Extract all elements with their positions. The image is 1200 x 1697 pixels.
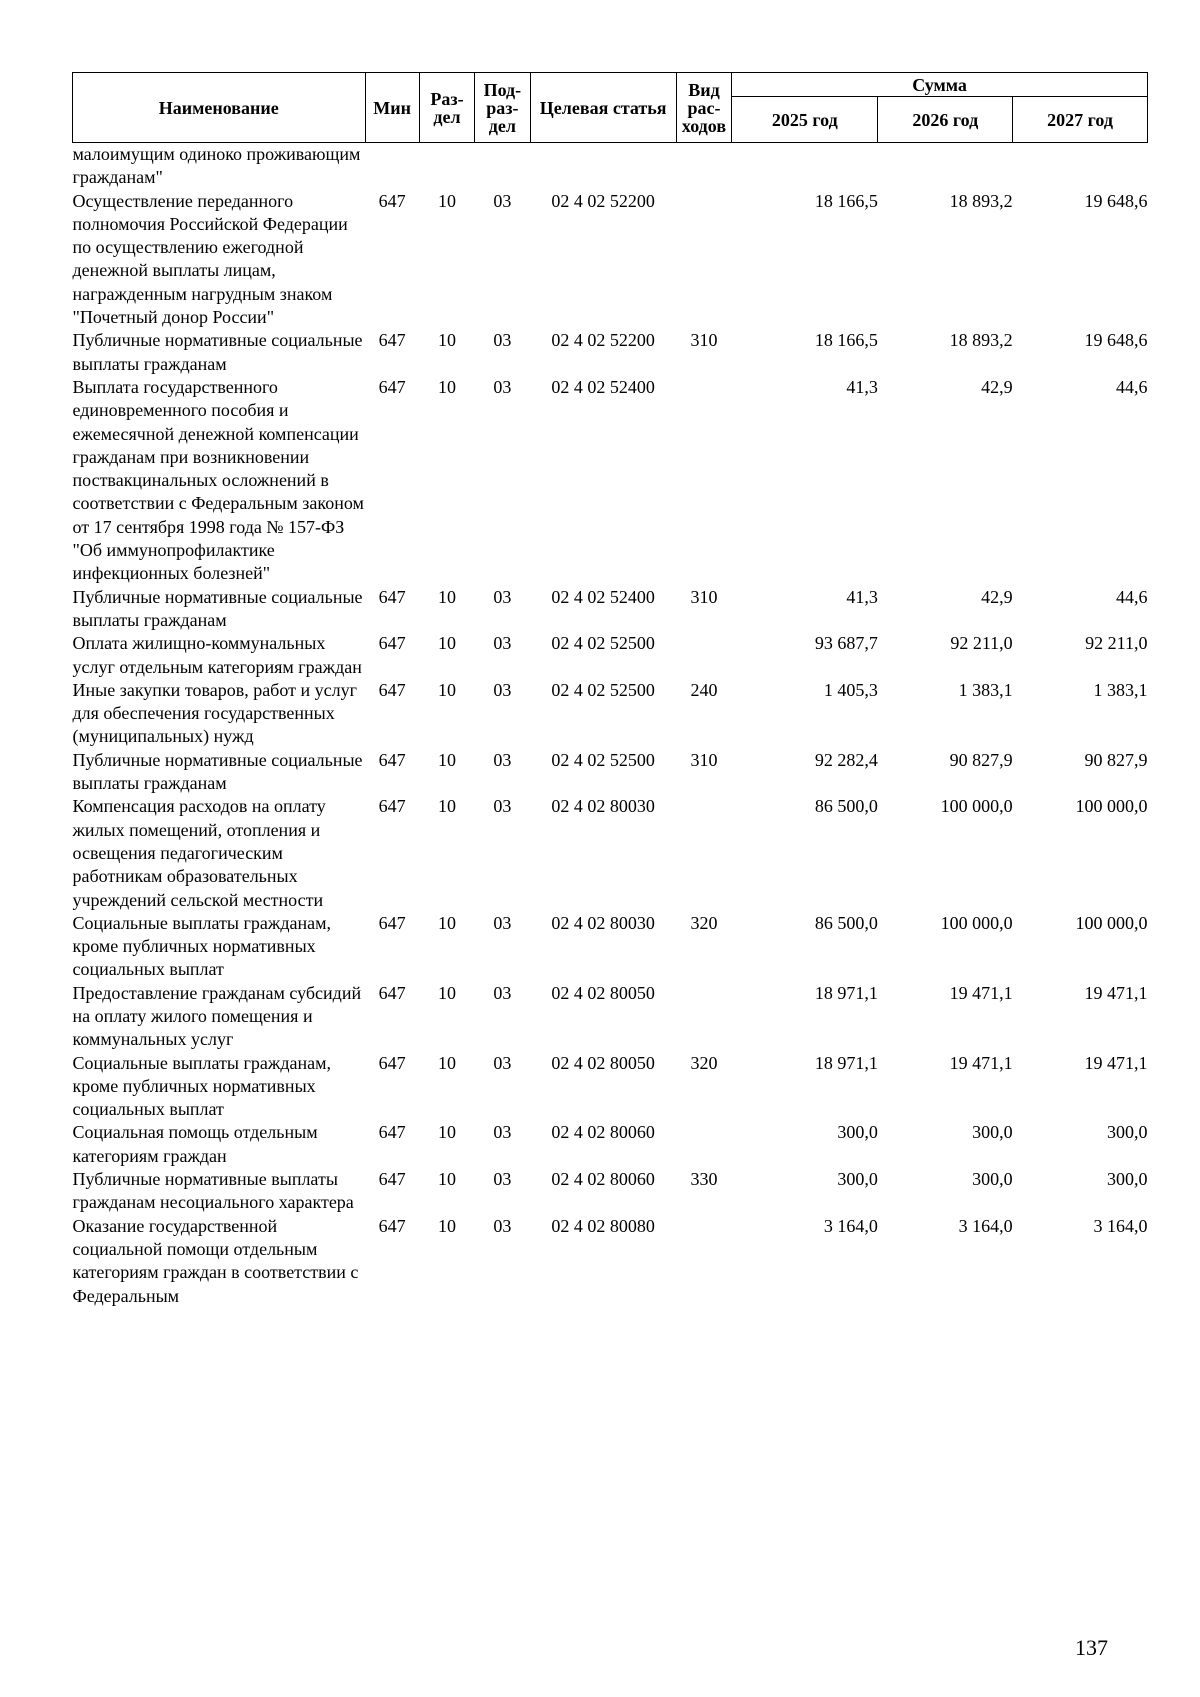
row-amount-2025 — [732, 143, 878, 190]
row-name: Предоставление гражданам субсидий на оплату жилого помещения и коммунальных услуг — [72, 982, 362, 1050]
table-row — [73, 376, 1148, 586]
row-amount-2026 — [878, 143, 1013, 190]
row-amount-2026: 300,0 — [972, 1169, 1013, 1190]
table-row — [73, 795, 1148, 911]
row-podrazdel: 03 — [493, 796, 512, 817]
header-min: Мин — [365, 73, 419, 143]
header-summa: Сумма — [732, 73, 1148, 97]
row-podrazdel: 03 — [493, 330, 512, 351]
row-expense-type — [676, 982, 731, 1052]
row-amount-2025: 41,3 — [846, 376, 878, 397]
row-amount-2026: 19 471,1 — [949, 1052, 1013, 1073]
row-name: Осуществление переданного полномочия Российской Федерации по осуществлению ежегодной денежной выплаты лицам, награжденным нагрудным знаком "Почетный донор России" — [72, 190, 348, 328]
table-row — [73, 586, 1148, 633]
row-amount-2027: 19 648,6 — [1084, 190, 1148, 211]
row-min: 647 — [378, 912, 406, 933]
row-name: Публичные нормативные социальные выплаты гражданам — [72, 330, 363, 374]
row-min: 647 — [378, 679, 406, 700]
row-amount-2025: 86 500,0 — [814, 796, 878, 817]
row-name: Публичные нормативные выплаты гражданам несоциального характера — [72, 1169, 354, 1213]
row-podrazdel: 03 — [493, 376, 512, 397]
row-target-article: 02 4 02 80050 — [551, 982, 655, 1003]
table-row — [73, 1168, 1148, 1215]
table-row — [73, 982, 1148, 1052]
row-name: Социальные выплаты гражданам, кроме публичных нормативных социальных выплат — [72, 912, 331, 980]
row-amount-2025: 300,0 — [837, 1122, 878, 1143]
row-razdel — [419, 143, 474, 190]
row-amount-2026: 19 471,1 — [949, 982, 1013, 1003]
row-amount-2025: 18 166,5 — [814, 190, 878, 211]
row-expense-type — [676, 376, 731, 586]
header-name: Наименование — [73, 73, 366, 143]
row-target-article: 02 4 02 80080 — [551, 1215, 655, 1236]
table-row — [73, 912, 1148, 982]
row-podrazdel — [475, 143, 530, 190]
row-expense-type: 310 — [690, 749, 718, 770]
row-amount-2027: 3 164,0 — [1093, 1215, 1148, 1236]
table-row — [73, 1215, 1148, 1308]
row-amount-2026: 100 000,0 — [940, 796, 1013, 817]
row-amount-2027: 1 383,1 — [1093, 679, 1148, 700]
row-min: 647 — [378, 190, 406, 211]
budget-table — [72, 72, 1148, 1308]
page-number: 137 — [1075, 1635, 1108, 1660]
row-amount-2025: 41,3 — [846, 586, 878, 607]
table-row — [73, 190, 1148, 330]
row-amount-2027: 19 471,1 — [1084, 982, 1148, 1003]
row-amount-2026: 18 893,2 — [949, 190, 1013, 211]
row-amount-2025: 1 405,3 — [823, 679, 878, 700]
row-target-article: 02 4 02 52200 — [551, 190, 655, 211]
row-expense-type — [676, 632, 731, 679]
row-amount-2027: 44,6 — [1116, 376, 1148, 397]
row-expense-type — [676, 143, 731, 190]
row-expense-type: 310 — [690, 330, 718, 351]
row-name: Иные закупки товаров, работ и услуг для обеспечения государственных (муниципальных) нужд — [72, 679, 357, 747]
row-target-article: 02 4 02 80030 — [551, 912, 655, 933]
row-min: 647 — [378, 330, 406, 351]
row-amount-2027: 19 471,1 — [1084, 1052, 1148, 1073]
row-razdel: 10 — [438, 190, 456, 211]
row-podrazdel: 03 — [493, 982, 512, 1003]
row-razdel: 10 — [438, 1052, 456, 1073]
row-podrazdel: 03 — [493, 679, 512, 700]
row-expense-type — [676, 1215, 731, 1308]
row-razdel: 10 — [438, 749, 456, 770]
row-amount-2026: 42,9 — [981, 376, 1013, 397]
row-amount-2026: 1 383,1 — [958, 679, 1013, 700]
row-amount-2025: 3 164,0 — [823, 1215, 878, 1236]
table-row — [73, 749, 1148, 796]
row-podrazdel: 03 — [493, 1122, 512, 1143]
row-target-article: 02 4 02 52400 — [551, 586, 655, 607]
row-amount-2026: 100 000,0 — [940, 912, 1013, 933]
row-amount-2027 — [1013, 143, 1148, 190]
header-2027: 2027 год — [1013, 97, 1148, 143]
row-razdel: 10 — [438, 376, 456, 397]
row-amount-2027: 44,6 — [1116, 586, 1148, 607]
row-name: малоимущим одиноко проживающим гражданам" — [72, 144, 361, 188]
row-min: 647 — [378, 1052, 406, 1073]
row-razdel: 10 — [438, 1215, 456, 1236]
table-row — [73, 143, 1148, 190]
row-podrazdel: 03 — [493, 1215, 512, 1236]
row-expense-type: 240 — [690, 679, 718, 700]
row-podrazdel: 03 — [493, 190, 512, 211]
row-amount-2027: 92 211,0 — [1085, 633, 1148, 654]
row-min: 647 — [378, 376, 406, 397]
table-row — [73, 1121, 1148, 1168]
row-podrazdel: 03 — [493, 1052, 512, 1073]
row-min: 647 — [378, 1215, 406, 1236]
row-amount-2027: 90 827,9 — [1084, 749, 1148, 770]
row-min: 647 — [378, 1169, 406, 1190]
row-amount-2025: 18 971,1 — [814, 982, 878, 1003]
header-2025: 2025 год — [732, 97, 878, 143]
row-razdel: 10 — [438, 633, 456, 654]
row-razdel: 10 — [438, 796, 456, 817]
row-amount-2025: 18 971,1 — [814, 1052, 878, 1073]
row-razdel: 10 — [438, 679, 456, 700]
table-row — [73, 632, 1148, 679]
row-min: 647 — [378, 749, 406, 770]
row-amount-2027: 300,0 — [1107, 1169, 1148, 1190]
row-name: Социальные выплаты гражданам, кроме публичных нормативных социальных выплат — [72, 1052, 331, 1120]
row-podrazdel: 03 — [493, 633, 512, 654]
row-name: Выплата государственного единовременного пособия и ежемесячной денежной компенсации гражданам при возникновении поствакцинальных осложнений в соответствии с Федеральным законом от 17 сентября 1998 года № 157-ФЗ "Об иммунопрофилактике инфекционных болезней" — [72, 376, 364, 584]
row-target-article — [530, 143, 676, 190]
row-amount-2025: 300,0 — [837, 1169, 878, 1190]
row-name: Публичные нормативные социальные выплаты гражданам — [72, 586, 363, 630]
header-vid: Вид рас-ходов — [676, 73, 731, 143]
row-target-article: 02 4 02 80050 — [551, 1052, 655, 1073]
row-razdel: 10 — [438, 1122, 456, 1143]
row-amount-2027: 19 648,6 — [1084, 330, 1148, 351]
row-target-article: 02 4 02 80060 — [551, 1122, 655, 1143]
row-target-article: 02 4 02 52500 — [551, 633, 655, 654]
row-min — [365, 143, 419, 190]
row-podrazdel: 03 — [493, 912, 512, 933]
row-expense-type: 320 — [690, 912, 718, 933]
row-podrazdel: 03 — [493, 749, 512, 770]
row-expense-type — [676, 1121, 731, 1168]
row-name: Социальная помощь отдельным категориям граждан — [72, 1122, 318, 1166]
row-expense-type: 330 — [690, 1169, 718, 1190]
row-amount-2027: 300,0 — [1107, 1122, 1148, 1143]
row-amount-2025: 86 500,0 — [814, 912, 878, 933]
row-razdel: 10 — [438, 1169, 456, 1190]
row-amount-2026: 92 211,0 — [950, 633, 1013, 654]
row-target-article: 02 4 02 52200 — [551, 330, 655, 351]
row-amount-2026: 18 893,2 — [949, 330, 1013, 351]
table-row — [73, 329, 1148, 376]
row-amount-2025: 93 687,7 — [814, 633, 878, 654]
row-target-article: 02 4 02 80030 — [551, 796, 655, 817]
row-amount-2025: 92 282,4 — [814, 749, 878, 770]
table-body — [73, 143, 1148, 1308]
row-amount-2026: 90 827,9 — [949, 749, 1013, 770]
row-expense-type — [676, 795, 731, 911]
row-target-article: 02 4 02 80060 — [551, 1169, 655, 1190]
row-amount-2027: 100 000,0 — [1075, 796, 1148, 817]
header-podrazdel: Под-раз-дел — [475, 73, 530, 143]
row-min: 647 — [378, 1122, 406, 1143]
row-amount-2025: 18 166,5 — [814, 330, 878, 351]
row-expense-type: 320 — [690, 1052, 718, 1073]
row-target-article: 02 4 02 52400 — [551, 376, 655, 397]
row-razdel: 10 — [438, 330, 456, 351]
row-min: 647 — [378, 586, 406, 607]
row-razdel: 10 — [438, 982, 456, 1003]
row-razdel: 10 — [438, 912, 456, 933]
row-name: Компенсация расходов на оплату жилых помещений, отопления и освещения педагогическим работникам образовательных учреждений сельской местности — [72, 796, 326, 910]
row-amount-2026: 3 164,0 — [958, 1215, 1013, 1236]
header-razdel: Раз-дел — [419, 73, 474, 143]
row-name: Оплата жилищно-коммунальных услуг отдельным категориям граждан — [72, 633, 362, 677]
row-name: Публичные нормативные социальные выплаты гражданам — [72, 749, 363, 794]
row-name: Оказание государственной социальной помощи отдельным категориям граждан в соответствии с Федеральным — [72, 1215, 359, 1306]
row-min: 647 — [378, 982, 406, 1003]
row-target-article: 02 4 02 52500 — [551, 679, 655, 700]
row-expense-type: 310 — [690, 586, 718, 607]
row-podrazdel: 03 — [493, 586, 512, 607]
table-row — [73, 1052, 1148, 1122]
header-target: Целевая статья — [530, 73, 676, 143]
row-razdel: 10 — [438, 586, 456, 607]
header-2026: 2026 год — [878, 97, 1013, 143]
row-min: 647 — [378, 633, 406, 654]
row-amount-2027: 100 000,0 — [1075, 912, 1148, 933]
row-podrazdel: 03 — [493, 1169, 512, 1190]
row-target-article: 02 4 02 52500 — [551, 749, 655, 770]
row-amount-2026: 300,0 — [972, 1122, 1013, 1143]
row-amount-2026: 42,9 — [981, 586, 1013, 607]
row-min: 647 — [378, 796, 406, 817]
row-expense-type — [676, 190, 731, 330]
table-row — [73, 679, 1148, 749]
